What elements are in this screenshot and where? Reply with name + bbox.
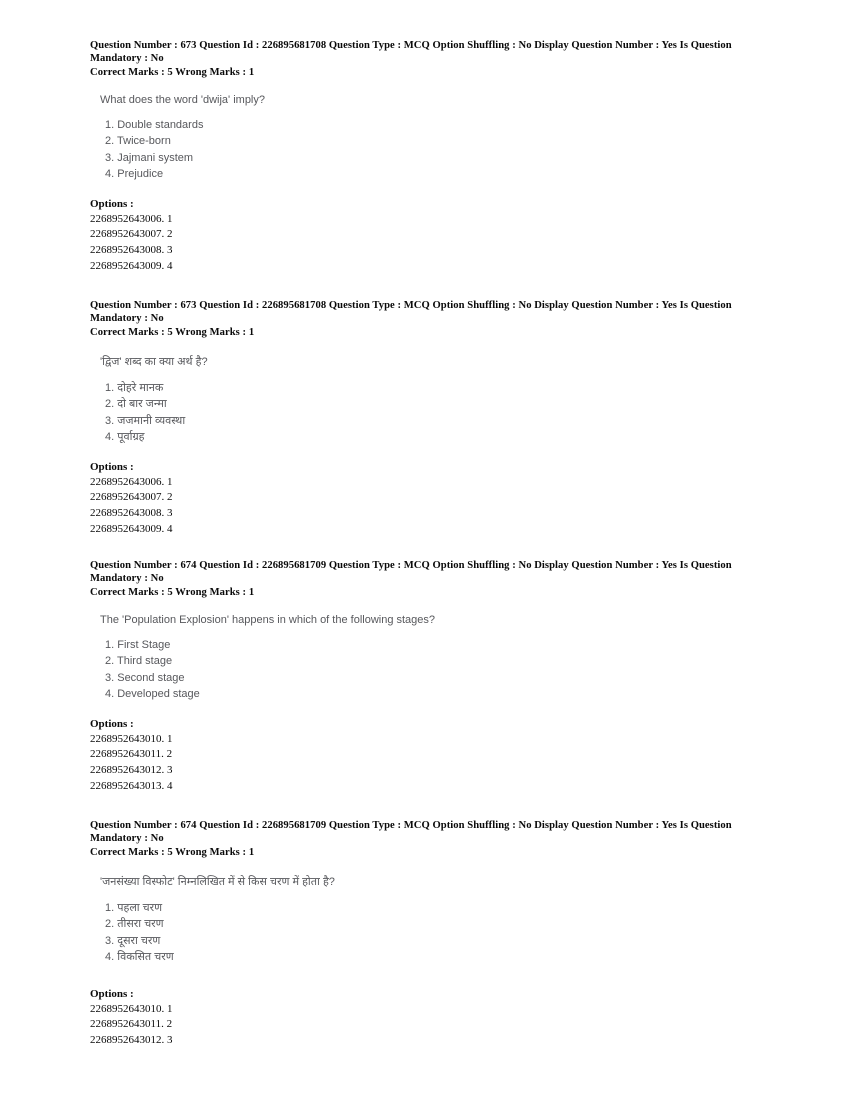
choice-item: 1. दोहरे मानक: [105, 382, 164, 395]
choice-item: 4. Prejudice: [105, 167, 164, 180]
choice-item: 2. Twice-born: [105, 135, 171, 148]
question-meta-line1: Question Number : 674 Question Id : 226895681709 Question Type : MCQ Option Shuffling : No Display Question Number : Yes Is Question: [90, 560, 732, 571]
option-id: 2268952643007. 2: [90, 228, 173, 241]
option-id: 2268952643006. 1: [90, 212, 173, 225]
choice-item: 2. दो बार जन्मा: [105, 398, 167, 411]
question-text: The 'Population Explosion' happens in which of the following stages?: [100, 614, 436, 627]
question-block-674-hi: [90, 819, 795, 1049]
option-id: 2268952643012. 3: [90, 1034, 173, 1047]
marks-line: Correct Marks : 5 Wrong Marks : 1: [90, 586, 255, 598]
option-id: 2268952643008. 3: [90, 507, 173, 520]
option-id: 2268952643009. 4: [90, 522, 173, 535]
choice-item: 1. First Stage: [105, 639, 171, 652]
question-meta-line2: Mandatory : No: [90, 573, 164, 585]
choice-item: 2. Third stage: [105, 655, 173, 668]
option-id: 2268952643009. 4: [90, 259, 173, 272]
choice-item: 3. दूसरा चरण: [105, 934, 161, 947]
choice-item: 2. तीसरा चरण: [105, 918, 164, 931]
question-meta-line1: Question Number : 674 Question Id : 226895681709 Question Type : MCQ Option Shuffling : No Display Question Number : Yes Is Question: [90, 820, 732, 831]
option-id: 2268952643011. 2: [90, 1018, 173, 1031]
option-id-list: [90, 475, 795, 538]
option-id-list: [90, 1002, 795, 1049]
option-id-list: [90, 212, 795, 275]
options-label: Options :: [90, 198, 134, 211]
marks-line: Correct Marks : 5 Wrong Marks : 1: [90, 66, 255, 78]
choice-item: 3. Jajmani system: [105, 151, 194, 164]
option-id: 2268952643010. 1: [90, 1002, 173, 1015]
choice-item: 1. पहला चरण: [105, 902, 163, 915]
options-label: Options :: [90, 718, 134, 731]
option-id: 2268952643011. 2: [90, 748, 173, 761]
question-meta-line2: Mandatory : No: [90, 313, 164, 325]
question-text: What does the word 'dwija' imply?: [100, 94, 265, 107]
question-meta-line1: Question Number : 673 Question Id : 226895681708 Question Type : MCQ Option Shuffling : No Display Question Number : Yes Is Question: [90, 40, 732, 51]
question-block-673-en: [90, 39, 795, 275]
choice-item: 4. विकसित चरण: [105, 950, 174, 963]
choice-item: 3. जजमानी व्यवस्था: [105, 414, 186, 427]
option-id: 2268952643008. 3: [90, 244, 173, 257]
question-text: 'द्विज' शब्द का क्या अर्थ है?: [100, 356, 208, 369]
option-id: 2268952643012. 3: [90, 764, 173, 777]
question-block-673-hi: [90, 299, 795, 538]
option-id: 2268952643013. 4: [90, 779, 173, 792]
choice-list: [105, 900, 795, 965]
choice-list: [105, 637, 795, 702]
option-id: 2268952643007. 2: [90, 491, 173, 504]
option-id-list: [90, 732, 795, 795]
choice-item: 1. Double standards: [105, 119, 204, 132]
choice-item: 4. Developed stage: [105, 687, 200, 700]
question-meta-line2: Mandatory : No: [90, 833, 164, 845]
question-meta-line1: Question Number : 673 Question Id : 226895681708 Question Type : MCQ Option Shuffling : No Display Question Number : Yes Is Question: [90, 300, 732, 311]
choice-item: 4. पूर्वाग्रह: [105, 430, 145, 443]
option-id: 2268952643006. 1: [90, 475, 173, 488]
choice-item: 3. Second stage: [105, 671, 185, 684]
option-id: 2268952643010. 1: [90, 732, 173, 745]
question-meta-line2: Mandatory : No: [90, 53, 164, 65]
question-text: 'जनसंख्या विस्फोट' निम्नलिखित में से किस चरण में होता है?: [100, 876, 335, 889]
choice-list: [105, 117, 795, 182]
choice-list: [105, 380, 795, 445]
marks-line: Correct Marks : 5 Wrong Marks : 1: [90, 326, 255, 338]
options-label: Options :: [90, 988, 134, 1001]
question-block-674-en: [90, 559, 795, 795]
options-label: Options :: [90, 461, 134, 474]
marks-line: Correct Marks : 5 Wrong Marks : 1: [90, 846, 255, 858]
